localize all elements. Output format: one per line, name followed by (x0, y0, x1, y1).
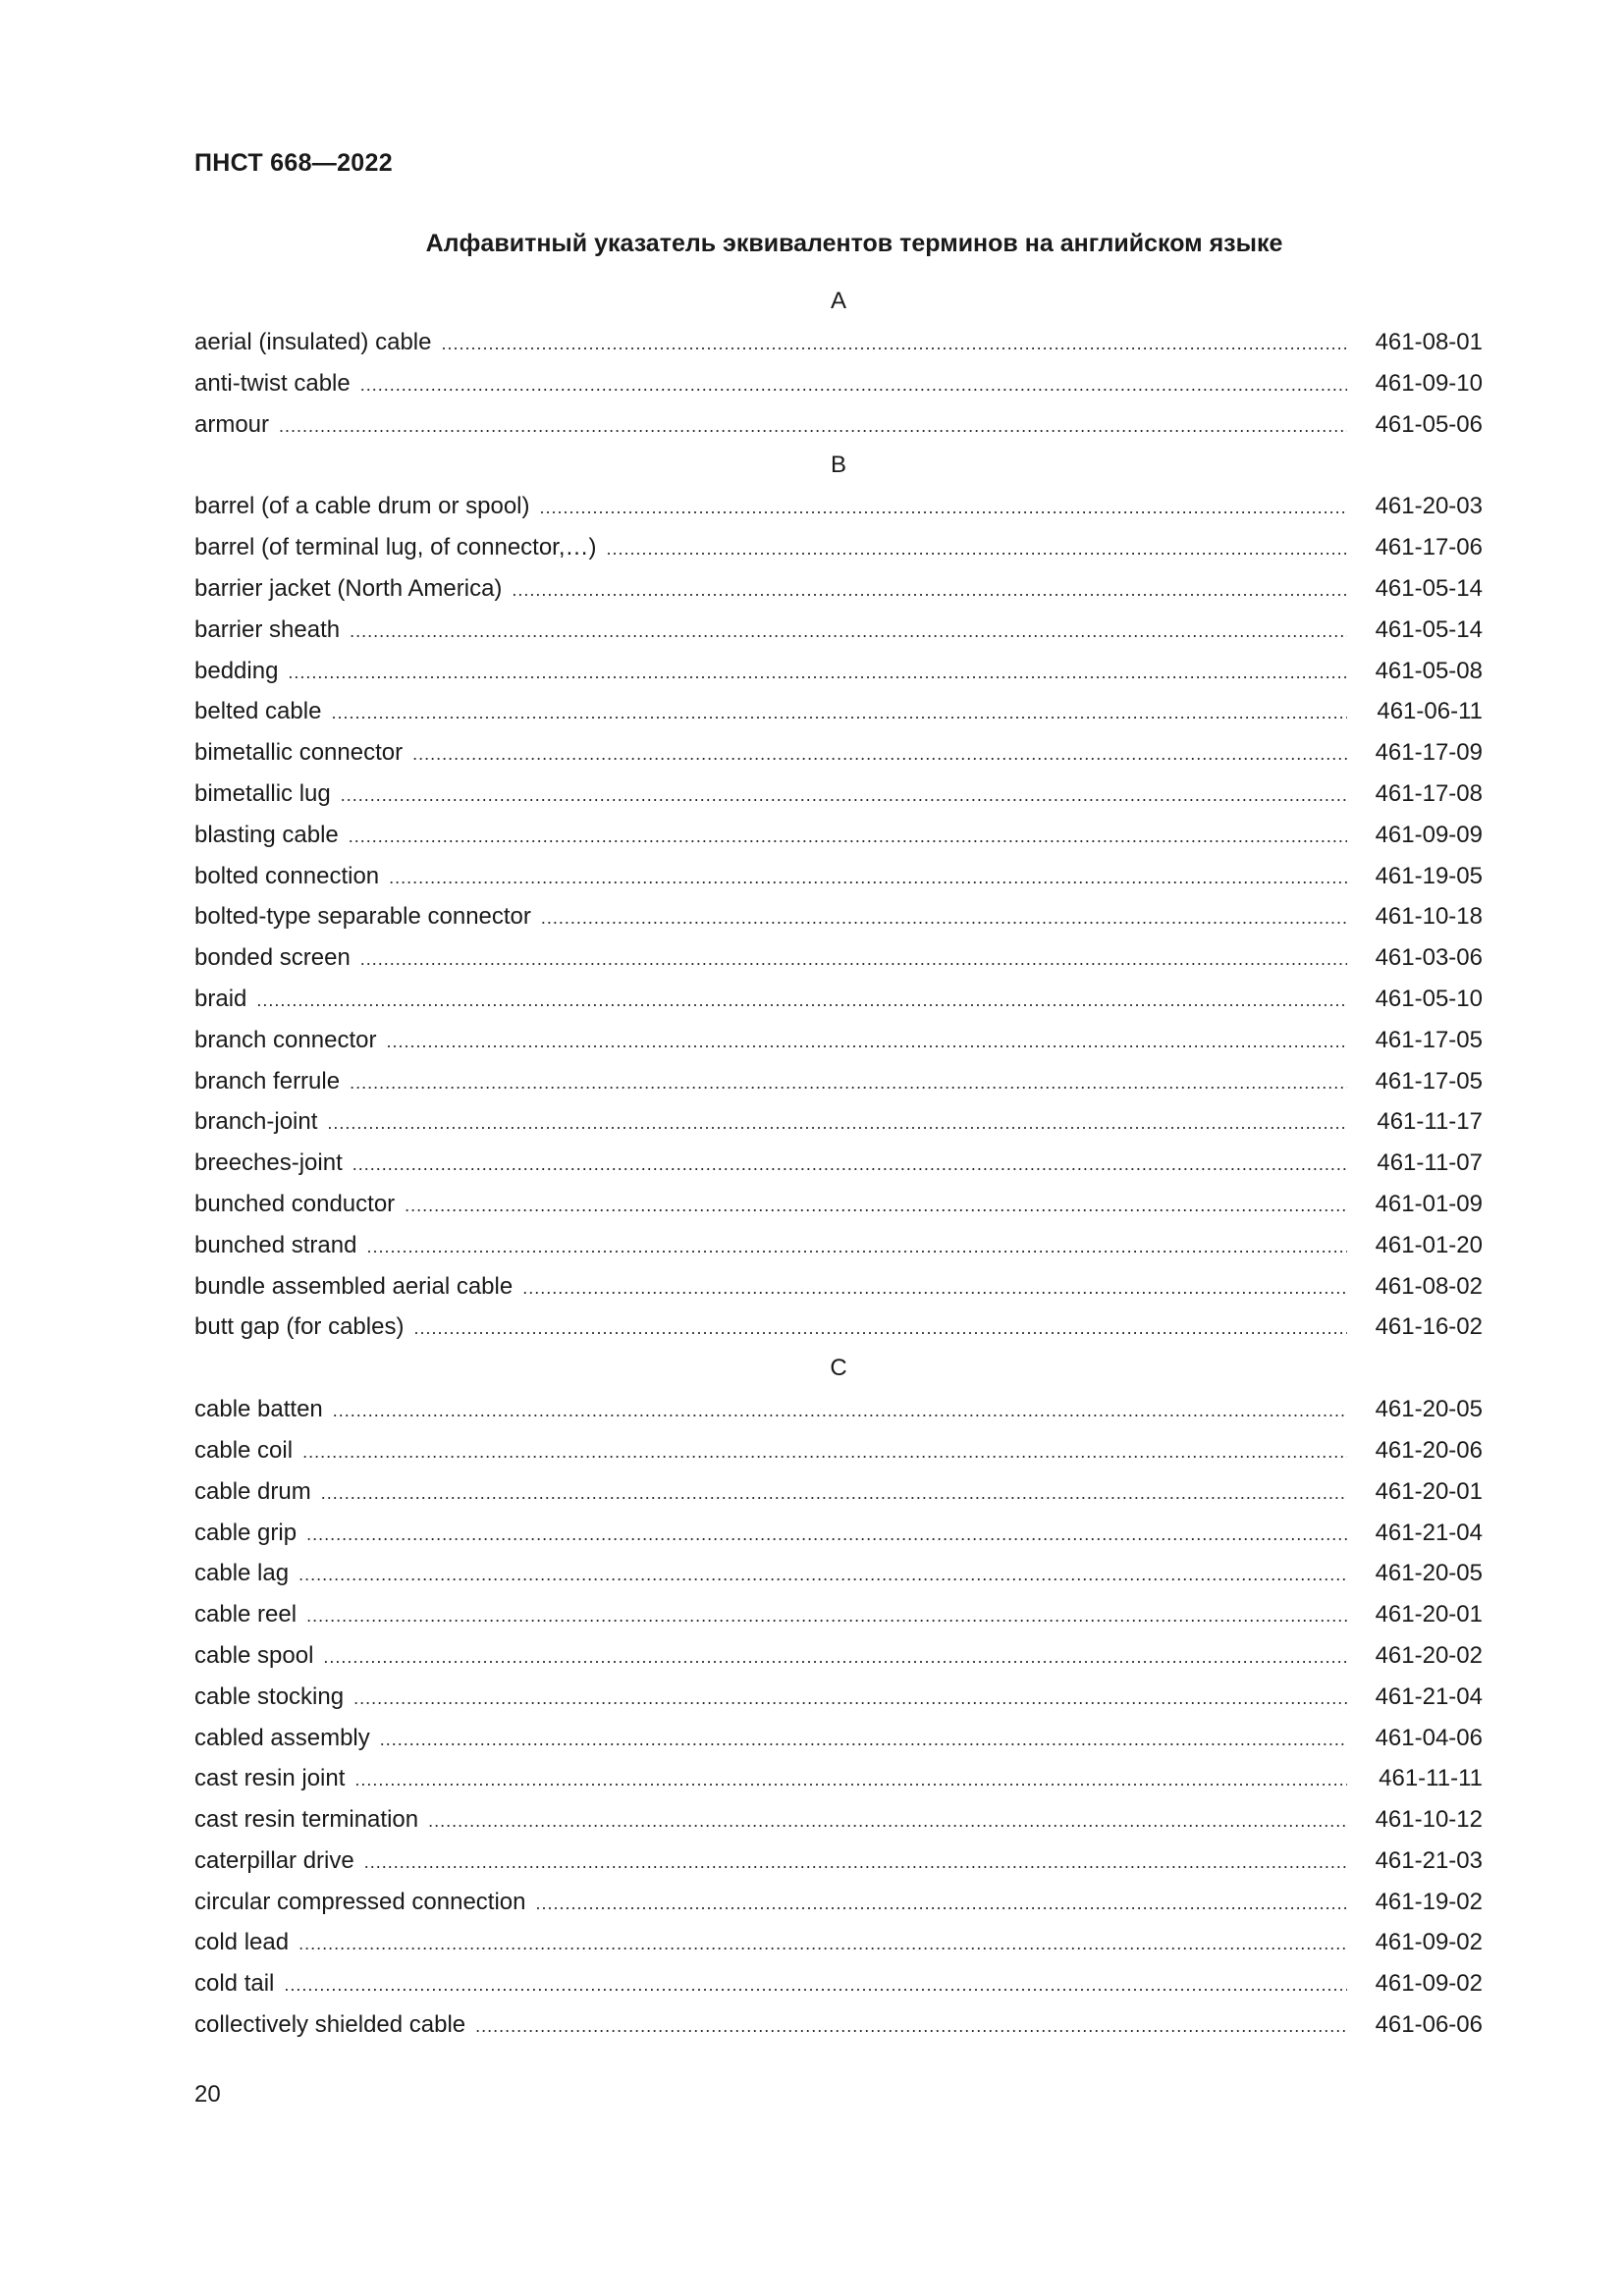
index-entry (194, 1020, 1483, 1061)
entry-term: barrel (of terminal lug, of connector,…) (194, 534, 597, 561)
index-entry (194, 2004, 1483, 2046)
entry-term: bunched conductor (194, 1190, 396, 1217)
dot-leader (405, 1186, 1347, 1227)
entry-code: 461-09-09 (1375, 821, 1483, 848)
index-entry (194, 1061, 1483, 1102)
dot-leader (360, 365, 1347, 406)
index-entry (194, 774, 1483, 815)
entry-term: cast resin termination (194, 1806, 419, 1834)
index-entry (194, 937, 1483, 979)
entry-term: anti-twist cable (194, 369, 351, 397)
index-entry (194, 486, 1483, 527)
dot-leader (360, 939, 1347, 981)
entry-code: 461-09-10 (1375, 369, 1483, 397)
entry-term: caterpillar drive (194, 1846, 354, 1874)
dot-leader (298, 1555, 1347, 1596)
entry-code: 461-01-20 (1375, 1231, 1483, 1258)
index-entry (194, 1677, 1483, 1718)
entry-code: 461-20-06 (1375, 1436, 1483, 1464)
entry-term: bolted connection (194, 862, 380, 889)
entry-term: branch connector (194, 1026, 377, 1053)
entry-term: aerial (insulated) cable (194, 329, 432, 355)
dot-leader (475, 2006, 1347, 2048)
dot-leader (284, 1965, 1347, 2006)
index-title: Алфавитный указатель эквивалентов терминов на английском языке (425, 230, 1283, 257)
entry-term: cable batten (194, 1396, 323, 1423)
entry-term: barrier sheath (194, 615, 341, 643)
entry-term: cable spool (194, 1641, 314, 1669)
entry-code: 461-11-17 (1377, 1108, 1483, 1136)
dot-leader (512, 570, 1347, 612)
dot-leader (412, 734, 1347, 775)
entry-term: bedding (194, 657, 279, 684)
dot-leader (288, 653, 1347, 694)
entry-code: 461-05-10 (1375, 985, 1483, 1012)
dot-leader (302, 1432, 1347, 1473)
index-entry (194, 1718, 1483, 1759)
dot-leader (353, 1679, 1347, 1720)
entry-code: 461-17-08 (1375, 779, 1483, 807)
index-entry (194, 363, 1483, 404)
entry-code: 461-21-04 (1375, 1682, 1483, 1710)
dot-leader (539, 488, 1347, 529)
entry-term: branch-joint (194, 1108, 318, 1136)
index-entry (194, 1266, 1483, 1308)
dot-leader (298, 1924, 1347, 1965)
entry-code: 461-20-05 (1375, 1396, 1483, 1423)
entry-code: 461-19-02 (1375, 1888, 1483, 1915)
entry-term: collectively shielded cable (194, 2011, 466, 2039)
dot-leader (333, 1391, 1347, 1432)
entry-term: bimetallic connector (194, 739, 404, 767)
entry-term: bundle assembled aerial cable (194, 1272, 514, 1300)
entry-code: 461-17-09 (1375, 739, 1483, 767)
dot-leader (413, 1308, 1347, 1350)
dot-leader (386, 1022, 1347, 1063)
entry-code: 461-01-09 (1375, 1190, 1483, 1217)
entry-code: 461-03-06 (1375, 944, 1483, 972)
entry-term: barrel (of a cable drum or spool) (194, 493, 530, 520)
index-entry (194, 1922, 1483, 1963)
entry-code: 461-06-11 (1377, 698, 1483, 725)
entry-code: 461-19-05 (1375, 862, 1483, 889)
index-entry (194, 815, 1483, 856)
index-entry (194, 404, 1483, 446)
entry-term: cold tail (194, 1970, 275, 1998)
entry-term: cold lead (194, 1929, 290, 1956)
entry-term: braid (194, 985, 247, 1012)
entry-code: 461-11-07 (1377, 1149, 1483, 1177)
entry-term: butt gap (for cables) (194, 1313, 405, 1341)
index-entry (194, 1307, 1483, 1348)
entry-code: 461-09-02 (1375, 1929, 1483, 1956)
entry-term: cable stocking (194, 1682, 345, 1710)
index-entry (194, 1594, 1483, 1635)
entry-code: 461-10-12 (1375, 1806, 1483, 1834)
dot-leader (306, 1515, 1347, 1556)
entry-code: 461-20-03 (1375, 493, 1483, 520)
document-code: ПНСТ 668—2022 (194, 149, 393, 177)
entry-code: 461-05-14 (1375, 615, 1483, 643)
page-number: 20 (194, 2081, 221, 2108)
index-entry (194, 1389, 1483, 1430)
dot-leader (352, 1145, 1347, 1186)
dot-leader (350, 1063, 1347, 1104)
entry-code: 461-10-18 (1375, 903, 1483, 931)
entry-code: 461-05-14 (1375, 574, 1483, 602)
index-entry (194, 1143, 1483, 1184)
entry-code: 461-20-01 (1375, 1601, 1483, 1629)
index-entry (194, 651, 1483, 692)
entry-code: 461-09-02 (1375, 1970, 1483, 1998)
entry-term: cable coil (194, 1436, 294, 1464)
entry-code: 461-08-01 (1375, 329, 1483, 355)
entry-term: cabled assembly (194, 1724, 370, 1751)
dot-leader (331, 693, 1347, 734)
dot-leader (354, 1760, 1347, 1801)
dot-leader (364, 1842, 1347, 1884)
entry-term: bonded screen (194, 944, 351, 972)
index-entry (194, 1101, 1483, 1143)
dot-leader (441, 324, 1347, 365)
dot-leader (256, 981, 1347, 1022)
term-index (194, 281, 1483, 2046)
dot-leader (350, 612, 1347, 653)
dot-leader (321, 1473, 1347, 1515)
index-entry (194, 691, 1483, 732)
dot-leader (323, 1637, 1347, 1679)
entry-code: 461-21-03 (1375, 1846, 1483, 1874)
section-letter: C (830, 1355, 847, 1382)
index-entry (194, 1430, 1483, 1471)
entry-term: belted cable (194, 698, 322, 725)
index-entry (194, 1471, 1483, 1513)
entry-term: bimetallic lug (194, 779, 331, 807)
entry-term: cable grip (194, 1519, 298, 1546)
entry-code: 461-08-02 (1375, 1272, 1483, 1300)
entry-code: 461-17-05 (1375, 1026, 1483, 1053)
dot-leader (366, 1227, 1347, 1268)
index-entry (194, 1963, 1483, 2004)
entry-term: blasting cable (194, 821, 339, 848)
index-entry (194, 527, 1483, 568)
entry-term: bolted-type separable connector (194, 903, 531, 931)
entry-term: armour (194, 410, 270, 438)
entry-code: 461-20-02 (1375, 1641, 1483, 1669)
entry-term: cable reel (194, 1601, 298, 1629)
entry-term: cast resin joint (194, 1765, 346, 1792)
index-entry (194, 1513, 1483, 1554)
dot-leader (522, 1268, 1347, 1309)
dot-leader (536, 1884, 1348, 1925)
entry-term: breeches-joint (194, 1149, 343, 1177)
index-entry (194, 568, 1483, 610)
dot-leader (279, 406, 1347, 448)
entry-code: 461-11-11 (1379, 1765, 1483, 1792)
entry-code: 461-06-06 (1375, 2011, 1483, 2039)
index-entry (194, 1799, 1483, 1841)
dot-leader (349, 817, 1347, 858)
index-entry (194, 896, 1483, 937)
entry-code: 461-17-05 (1375, 1067, 1483, 1095)
entry-term: bunched strand (194, 1231, 357, 1258)
entry-code: 461-05-08 (1375, 657, 1483, 684)
index-entry (194, 732, 1483, 774)
entry-code: 461-04-06 (1375, 1724, 1483, 1751)
index-entry (194, 979, 1483, 1020)
dot-leader (607, 529, 1347, 570)
index-entry (194, 1553, 1483, 1594)
dot-leader (327, 1103, 1347, 1145)
entry-code: 461-20-01 (1375, 1477, 1483, 1505)
section-letter: A (830, 288, 846, 314)
entry-code: 461-16-02 (1375, 1313, 1483, 1341)
index-entry (194, 1225, 1483, 1266)
index-entry (194, 1882, 1483, 1923)
entry-term: branch ferrule (194, 1067, 341, 1095)
entry-code: 461-21-04 (1375, 1519, 1483, 1546)
entry-code: 461-20-05 (1375, 1560, 1483, 1587)
dot-leader (389, 858, 1347, 899)
dot-leader (341, 775, 1347, 817)
index-entry (194, 1184, 1483, 1225)
section-letter: B (830, 452, 846, 479)
index-entry (194, 1635, 1483, 1677)
entry-code: 461-05-06 (1375, 410, 1483, 438)
index-entry (194, 322, 1483, 363)
entry-term: cable lag (194, 1560, 290, 1587)
index-entry (194, 1758, 1483, 1799)
entry-term: circular compressed connection (194, 1888, 526, 1915)
dot-leader (541, 898, 1347, 939)
entry-term: barrier jacket (North America) (194, 574, 503, 602)
entry-term: cable drum (194, 1477, 311, 1505)
index-entry (194, 610, 1483, 651)
index-entry (194, 1841, 1483, 1882)
index-entry (194, 856, 1483, 897)
entry-code: 461-17-06 (1375, 534, 1483, 561)
dot-leader (306, 1596, 1347, 1637)
dot-leader (428, 1801, 1347, 1842)
dot-leader (380, 1720, 1347, 1761)
